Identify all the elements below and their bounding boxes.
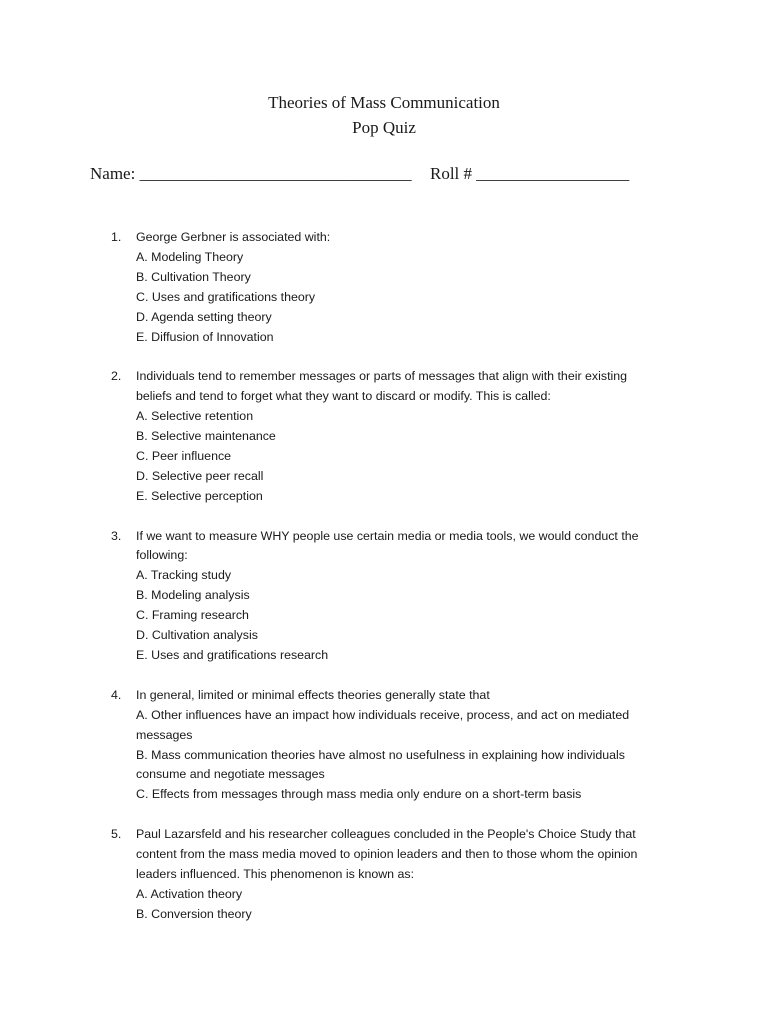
question-text-line: Paul Lazarsfeld and his researcher colleagues concluded in the People's Choice Study that bbox=[136, 827, 636, 842]
answer-option: D. Agenda setting theory bbox=[136, 309, 272, 324]
question-text-line: following: bbox=[136, 548, 188, 563]
name-roll-line bbox=[90, 164, 630, 184]
answer-option: A. Tracking study bbox=[136, 568, 232, 583]
question-number: 1. bbox=[111, 230, 122, 244]
answer-option: C. Uses and gratifications theory bbox=[136, 289, 316, 304]
question-body bbox=[136, 228, 666, 347]
answer-option: C. Framing research bbox=[136, 608, 249, 623]
answer-option: E. Diffusion of Innovation bbox=[136, 329, 274, 344]
answer-option: B. Selective maintenance bbox=[136, 429, 276, 444]
question-4 bbox=[0, 686, 768, 805]
title-block bbox=[0, 90, 768, 140]
question-body bbox=[136, 686, 666, 805]
answer-option: A. Modeling Theory bbox=[136, 249, 244, 264]
answer-option: messages bbox=[136, 727, 193, 742]
question-text-line: beliefs and tend to forget what they want to discard or modify. This is called: bbox=[136, 389, 551, 404]
question-body bbox=[136, 367, 666, 506]
answer-option: D. Cultivation analysis bbox=[136, 628, 258, 643]
answer-option: C. Peer influence bbox=[136, 448, 232, 463]
question-1 bbox=[0, 228, 768, 347]
roll-field: Roll # __________________ bbox=[430, 164, 630, 183]
question-text-line: leaders influenced. This phenomenon is known as: bbox=[136, 866, 415, 881]
question-3 bbox=[0, 527, 768, 666]
question-number: 5. bbox=[111, 827, 122, 842]
question-list bbox=[0, 228, 768, 945]
question-number: 3. bbox=[111, 528, 122, 543]
question-body bbox=[136, 527, 666, 666]
answer-option: A. Activation theory bbox=[136, 886, 243, 901]
answer-option: E. Uses and gratifications research bbox=[136, 648, 329, 662]
question-number: 4. bbox=[111, 687, 122, 702]
document-subtitle: Pop Quiz bbox=[352, 118, 416, 137]
question-text-line: content from the mass media moved to opinion leaders and then to those whom the opinion bbox=[136, 847, 638, 862]
answer-option: B. Modeling analysis bbox=[136, 588, 250, 603]
question-2 bbox=[0, 367, 768, 506]
question-text-line: Individuals tend to remember messages or parts of messages that align with their existing bbox=[136, 369, 628, 384]
answer-option: B. Conversion theory bbox=[136, 906, 252, 921]
question-text-line: If we want to measure WHY people use certain media or media tools, we would conduct the bbox=[136, 528, 639, 543]
answer-option: B. Cultivation Theory bbox=[136, 269, 251, 284]
answer-option: consume and negotiate messages bbox=[136, 767, 325, 782]
answer-option: A. Selective retention bbox=[136, 409, 254, 424]
answer-option: A. Other influences have an impact how individuals receive, process, and act on mediated bbox=[136, 707, 630, 722]
document-title: Theories of Mass Communication bbox=[268, 93, 500, 112]
question-text-line: In general, limited or minimal effects theories generally state that bbox=[136, 687, 490, 702]
answer-option: B. Mass communication theories have almost no usefulness in explaining how individuals bbox=[136, 747, 626, 762]
name-field: Name: ________________________________ bbox=[90, 164, 412, 183]
question-body bbox=[136, 825, 666, 925]
answer-option: C. Effects from messages through mass media only endure on a short-term basis bbox=[136, 787, 582, 802]
answer-option: D. Selective peer recall bbox=[136, 468, 264, 483]
question-5 bbox=[0, 825, 768, 925]
question-text-line: George Gerbner is associated with: bbox=[136, 230, 331, 244]
question-number: 2. bbox=[111, 369, 122, 384]
answer-option: E. Selective perception bbox=[136, 488, 263, 503]
